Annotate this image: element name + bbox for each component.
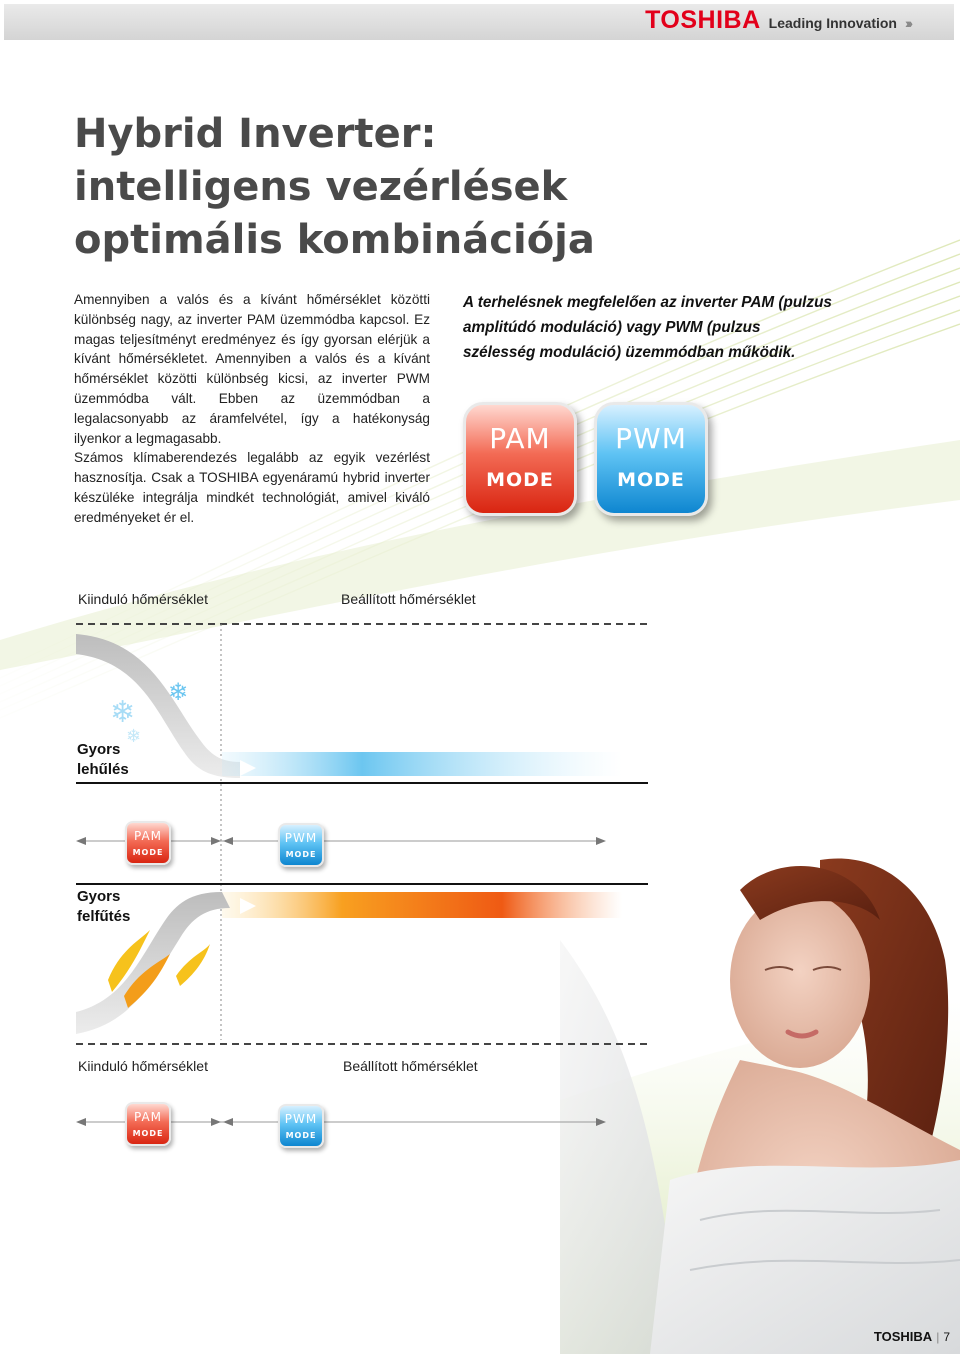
cooling-bar	[222, 752, 622, 776]
set-temp-label-bottom: Beállított hőmérséklet	[343, 1058, 478, 1074]
footer-brand: TOSHIBA	[873, 1329, 933, 1344]
pam-label: PAM	[133, 1110, 163, 1124]
body-paragraph-2: Számos klímaberendezés legalább az egyik vezérlést hasznosítja. Csak a TOSHIBA egyenáramú hybrid inverter készüléke integrálja mindkét technológiát, amivel kiváló eredményeket ér el.	[74, 450, 430, 525]
pam-label: PAM	[133, 829, 163, 843]
start-temp-label-bottom: Kiinduló hőmérséklet	[78, 1058, 208, 1074]
lead-text: A terhelésnek megfelelően az inverter PAM (pulzus amplitúdó moduláció) vagy PWM (pulzus szélesség moduláció) üzemmódban működik.	[463, 294, 832, 361]
body-paragraph-1: Amennyiben a valós és a kívánt hőmérséklet közötti különbség nagy, az inverter PAM üzemmódba kapcsol. Ez magas teljesítményt eredményez és így gyorsan elérjük a kívánt hőmérsékletet. Amennyiben a valós és a kívánt hőmérséklet közötti különbség kicsi, az inverter PWM üzemmódba vált. Ebben az üzemmódban a legalacsonyabb az áramfelvétel, így a hatékonyság ilyenkor a legmagasabb.	[74, 292, 430, 446]
pam-mode-small-cooling	[125, 821, 171, 865]
set-temp-label-top: Beállított hőmérséklet	[341, 591, 476, 607]
page-number: 7	[943, 1330, 950, 1344]
svg-text:❄: ❄	[168, 678, 189, 706]
pwm-mode-small-cooling	[278, 823, 324, 867]
mode-label: MODE	[132, 848, 164, 857]
svg-text:❄: ❄	[126, 726, 142, 747]
pam-label: PAM	[489, 421, 551, 455]
mode-label: MODE	[285, 850, 317, 859]
cooling-label-line-1: Gyors	[77, 741, 121, 758]
brand-tagline: Leading Innovation	[768, 15, 897, 31]
chevrons-icon: ›››	[905, 15, 910, 31]
arrow-left-icon	[76, 837, 86, 845]
cooling-label-line-2: lehűlés	[77, 761, 129, 778]
mode-label: MODE	[617, 468, 685, 491]
arrow-right-icon	[211, 1118, 221, 1126]
footer-separator: |	[936, 1330, 940, 1344]
brand	[645, 6, 910, 35]
heating-label	[77, 887, 130, 927]
pam-mode-small-heating	[125, 1102, 171, 1146]
heating-bar	[222, 892, 622, 918]
cooling-label	[77, 740, 129, 780]
mode-label: MODE	[132, 1129, 164, 1138]
pwm-mode-badge	[594, 402, 708, 516]
arrow-right-icon	[211, 837, 221, 845]
arrow-left-icon	[223, 1118, 233, 1126]
svg-text:❄: ❄	[110, 695, 136, 730]
heating-label-line-1: Gyors	[77, 888, 121, 905]
body-text	[74, 290, 430, 528]
heating-label-line-2: felfűtés	[77, 908, 131, 925]
pwm-label: PWM	[615, 421, 687, 455]
pwm-label: PWM	[284, 831, 318, 845]
mode-label: MODE	[285, 1131, 317, 1140]
arrow-right-icon	[596, 1118, 606, 1126]
mode-label: MODE	[486, 468, 554, 491]
page-title	[74, 108, 774, 267]
arrow-left-icon	[223, 837, 233, 845]
pwm-mode-small-heating	[278, 1104, 324, 1148]
arrow-right-icon	[596, 837, 606, 845]
title-line-2: intelligens vezérlések	[74, 164, 568, 210]
arrow-left-icon	[76, 1118, 86, 1126]
temperature-diagram	[0, 560, 960, 1180]
toshiba-logo: TOSHIBA	[645, 6, 761, 34]
page-footer	[874, 1329, 950, 1344]
title-line-1: Hybrid Inverter:	[74, 111, 437, 157]
start-temp-label-top: Kiinduló hőmérséklet	[78, 591, 208, 607]
title-line-3: optimális kombinációja	[74, 217, 595, 263]
pam-mode-badge	[463, 402, 577, 516]
pwm-label: PWM	[284, 1112, 318, 1126]
